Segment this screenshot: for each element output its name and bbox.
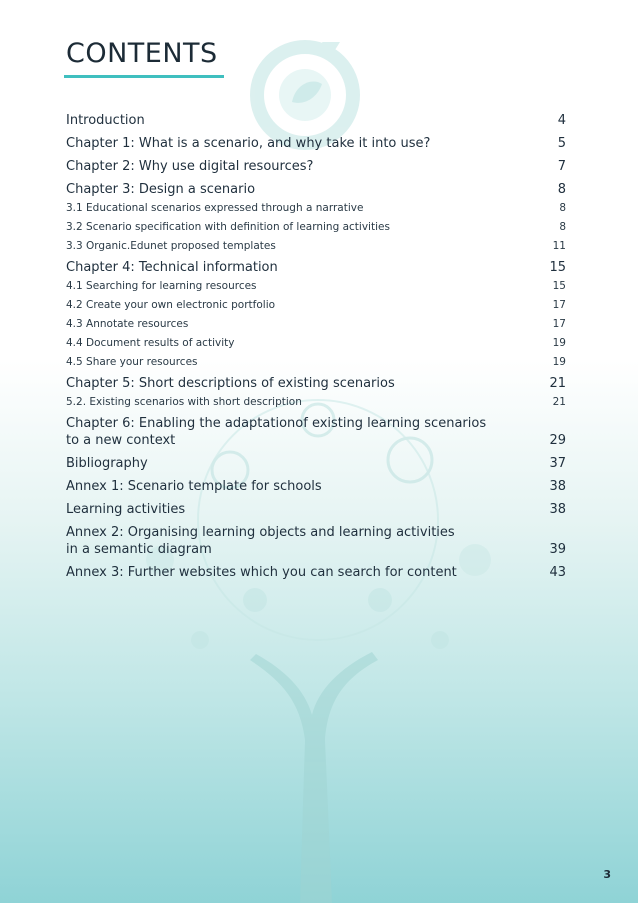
toc-subentry[interactable] [66, 395, 566, 409]
toc-entry-page: 19 [552, 337, 566, 349]
page-title: CONTENTS [66, 38, 218, 69]
toc-entry-label: Chapter 5: Short descriptions of existing scenarios [66, 376, 395, 391]
toc-entry-page: 8 [559, 221, 566, 233]
toc-entry-page: 4 [557, 113, 566, 128]
toc-entry-label: Chapter 3: Design a scenario [66, 182, 256, 197]
page-number: 3 [603, 868, 611, 881]
toc-entry[interactable] [66, 112, 566, 129]
toc-entry-label: 3.1 Educational scenarios expressed through a narrative [66, 202, 364, 214]
toc-entry-page: 21 [552, 396, 566, 408]
toc-entry[interactable] [66, 501, 566, 518]
toc-entry-label: 4.5 Share your resources [66, 356, 198, 368]
toc-entry-page: 29 [549, 433, 566, 448]
toc-entry-page: 8 [559, 202, 566, 214]
toc-entry-label: 4.2 Create your own electronic portfolio [66, 299, 276, 311]
toc-entry-page: 38 [549, 479, 566, 494]
toc-entry-label: 3.2 Scenario specification with definition of learning activities [66, 221, 390, 233]
toc-entry-page: 37 [549, 456, 566, 471]
toc-entry-page: 8 [557, 182, 566, 197]
toc-entry[interactable] [66, 158, 566, 175]
toc-entry-page: 19 [552, 356, 566, 368]
toc-entry-label: Annex 1: Scenario template for schools [66, 479, 322, 494]
toc-entry-label: 3.3 Organic.Edunet proposed templates [66, 240, 276, 252]
toc-entry[interactable] [66, 181, 566, 198]
toc-subentry[interactable] [66, 336, 566, 350]
toc-entry-page: 7 [557, 159, 566, 174]
title-underline [64, 75, 224, 78]
toc-entry[interactable] [66, 524, 566, 558]
toc-entry[interactable] [66, 375, 566, 392]
toc-entry-label: Chapter 6: Enabling the adaptationof existing learning scenarios to a new context [66, 416, 487, 448]
toc-entry-page: 17 [552, 318, 566, 330]
toc-subentry[interactable] [66, 201, 566, 215]
toc-entry-label: Annex 3: Further websites which you can search for content [66, 565, 457, 580]
toc-entry-label: Chapter 2: Why use digital resources? [66, 159, 314, 174]
toc-entry-label: Learning activities [66, 502, 186, 517]
toc-entry-label: Annex 2: Organising learning objects and learning activities in a semantic diagram [66, 525, 455, 557]
toc-subentry[interactable] [66, 355, 566, 369]
toc-entry-label: 4.1 Searching for learning resources [66, 280, 257, 292]
toc-entry[interactable] [66, 135, 566, 152]
toc-entry-page: 11 [552, 240, 566, 252]
toc-entry-label: 4.3 Annotate resources [66, 318, 189, 330]
toc-subentry[interactable] [66, 220, 566, 234]
toc-subentry[interactable] [66, 298, 566, 312]
toc-entry-label: Bibliography [66, 456, 148, 471]
toc-entry-page: 21 [549, 376, 566, 391]
toc-entry-page: 43 [549, 565, 566, 580]
table-of-contents [66, 112, 566, 581]
toc-entry-label: Chapter 1: What is a scenario, and why take it into use? [66, 136, 431, 151]
toc-entry-page: 5 [557, 136, 566, 151]
toc-entry-page: 17 [552, 299, 566, 311]
toc-entry[interactable] [66, 455, 566, 472]
toc-subentry[interactable] [66, 279, 566, 293]
toc-entry[interactable] [66, 415, 566, 449]
toc-entry-page: 39 [549, 542, 566, 557]
toc-entry[interactable] [66, 259, 566, 276]
toc-entry[interactable] [66, 478, 566, 495]
toc-subentry[interactable] [66, 317, 566, 331]
toc-entry-page: 15 [549, 260, 566, 275]
toc-entry-label: Chapter 4: Technical information [66, 260, 278, 275]
toc-entry[interactable] [66, 564, 566, 581]
toc-entry-label: Introduction [66, 113, 145, 128]
toc-subentry[interactable] [66, 239, 566, 253]
toc-entry-label: 4.4 Document results of activity [66, 337, 235, 349]
toc-entry-label: 5.2. Existing scenarios with short description [66, 396, 302, 408]
toc-entry-page: 38 [549, 502, 566, 517]
toc-entry-page: 15 [552, 280, 566, 292]
